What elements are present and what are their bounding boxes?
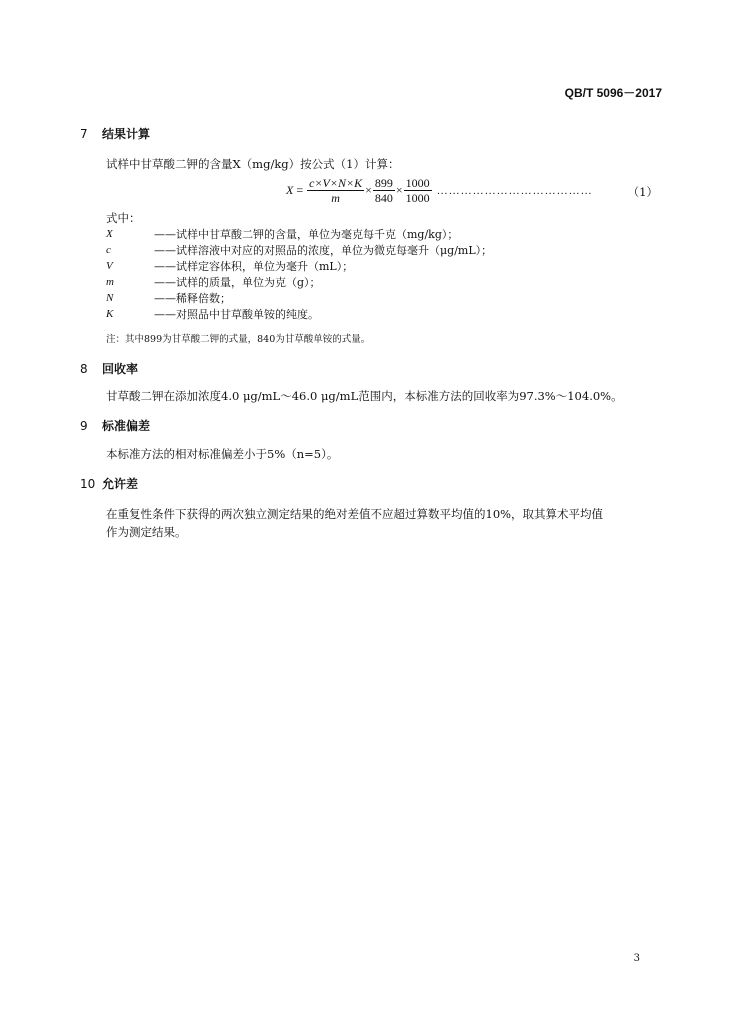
formula-times: ×: [395, 183, 403, 197]
variable-description: 试样的质量，单位为克（g）；: [176, 276, 321, 289]
variable-symbol: K: [106, 308, 114, 320]
section-10-text-line-2: 作为测定结果。: [106, 525, 187, 539]
section-number: 7: [80, 127, 88, 141]
formula-lhs: X: [286, 183, 294, 197]
section-7-note: 注：其中899为甘草酸二钾的式量，840为甘草酸单铵的式量。: [106, 334, 371, 345]
section-7-intro: 试样中甘草酸二钾的含量X（mg/kg）按公式（1）计算：: [106, 157, 400, 171]
variable-description: 试样中甘草酸二钾的含量，单位为毫克每千克（mg/kg）；: [176, 228, 459, 241]
variable-description: 试样定容体积，单位为毫升（mL）；: [176, 260, 354, 273]
variable-symbol: m: [106, 276, 114, 288]
variable-row: [106, 290, 492, 306]
variable-list: [106, 226, 492, 322]
variable-row: [106, 258, 492, 274]
variable-dash: ——: [154, 291, 176, 305]
formula-times: ×: [365, 183, 372, 197]
formula-equals: =: [296, 183, 304, 197]
variable-symbol: V: [106, 260, 113, 272]
variable-dash: ——: [154, 243, 176, 257]
formula-unit-fraction: [404, 176, 432, 205]
variable-row: [106, 306, 492, 322]
variable-dash: ——: [154, 259, 176, 273]
section-10-heading: [80, 475, 138, 492]
variable-row: [106, 242, 492, 258]
section-number: 10: [80, 477, 96, 491]
equation-number: （1）: [627, 185, 658, 199]
dot-leader: …………………………………: [436, 184, 593, 197]
variable-dash: ——: [154, 307, 176, 321]
variable-description: 对照品中甘草酸单铵的纯度。: [176, 308, 319, 321]
page-number: 3: [633, 953, 640, 964]
section-9-text: 本标准方法的相对标准偏差小于5%（n=5）。: [106, 447, 339, 461]
variable-symbol: N: [106, 292, 114, 304]
formula-ratio-fraction: [373, 176, 395, 205]
section-title: 标准偏差: [102, 419, 151, 433]
formula-ratio-numerator: 899: [374, 176, 393, 190]
variable-description: 稀释倍数；: [176, 292, 231, 305]
variable-row: [106, 226, 492, 242]
standard-code: QB/T 5096－2017: [564, 86, 662, 100]
formula-unit-numerator: 1000: [405, 176, 430, 190]
variable-dash: ——: [154, 275, 176, 289]
variable-row: [106, 274, 492, 290]
section-7-heading: [80, 125, 150, 142]
formula-unit-denominator: 1000: [405, 191, 430, 205]
variable-description: 试样溶液中对应的对照品的浓度，单位为微克每毫升（μg/mL）；: [176, 244, 493, 257]
section-9-heading: [80, 417, 150, 434]
section-number: 8: [80, 362, 88, 376]
formula-numerator: c×V×N×K: [309, 176, 363, 190]
section-title: 结果计算: [102, 127, 151, 141]
section-10-text-line-1: 在重复性条件下获得的两次独立测定结果的绝对差值不应超过算数平均值的10%，取其算术平均值: [106, 507, 604, 521]
variable-symbol: X: [106, 228, 113, 240]
variable-symbol: c: [106, 244, 111, 256]
formula-1: [286, 176, 593, 205]
section-number: 9: [80, 419, 88, 433]
section-title: 回收率: [102, 362, 139, 376]
section-8-text: 甘草酸二钾在添加浓度4.0 μg/mL～46.0 μg/mL范围内，本标准方法的回收率为97.3%～104.0%。: [106, 389, 623, 403]
where-label: 式中：: [106, 211, 141, 225]
formula-denominator: m: [331, 191, 340, 205]
formula-main-fraction: [307, 176, 364, 205]
section-title: 允许差: [102, 477, 139, 491]
formula-ratio-denominator: 840: [374, 191, 393, 205]
variable-dash: ——: [154, 227, 176, 241]
section-8-heading: [80, 360, 138, 377]
